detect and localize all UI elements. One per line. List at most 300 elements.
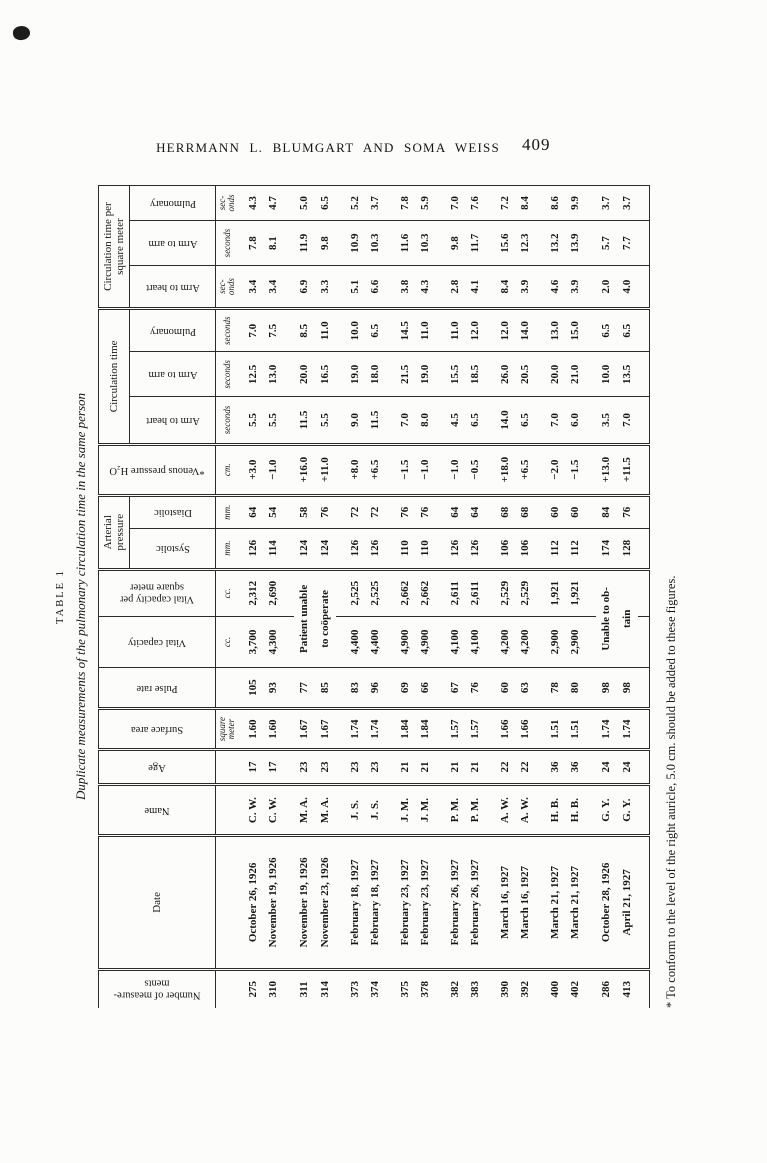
cell-dia: 72 (366, 495, 386, 528)
cell-date: March 16, 1927 (516, 836, 536, 969)
spacer-cell (436, 495, 446, 528)
spacer-cell (284, 784, 294, 835)
spacer-cell (386, 495, 396, 528)
cell-cta: 21.5 (396, 352, 416, 397)
cell-vc: 4,200 (516, 616, 536, 667)
measurement-row (446, 186, 466, 1009)
cell-cth: 5.5 (244, 397, 264, 444)
spacer-cell (586, 495, 596, 528)
cell-ma: 13.2 (546, 221, 566, 266)
cell-name: G. Y. (596, 784, 617, 835)
measurement-row (294, 186, 315, 1009)
spacer-cell (486, 352, 496, 397)
units-mh: sec- onds (216, 266, 239, 309)
cell-cta: 15.5 (446, 352, 466, 397)
spacer-cell (638, 528, 650, 569)
cell-venous: −1.0 (446, 444, 466, 495)
cell-ctp: 10.0 (346, 309, 366, 352)
cell-age: 23 (294, 750, 315, 785)
cell-date: February 26, 1927 (466, 836, 486, 969)
col-header-name: Name (99, 784, 216, 835)
cell-ma: 15.6 (496, 221, 516, 266)
cell-vc: 3,700 (244, 616, 264, 667)
cell-sys: 126 (446, 528, 466, 569)
table-body (239, 186, 650, 1009)
spacer-cell (638, 668, 650, 709)
cell-name: H. B. (546, 784, 566, 835)
spacer-cell (536, 221, 546, 266)
cell-ctp: 6.5 (596, 309, 617, 352)
col-header-vital-capacity-per-square-meter: Vital capacity per square meter (99, 569, 216, 616)
cell-sys: 126 (366, 528, 386, 569)
spacer-cell (386, 221, 396, 266)
spacer-cell (586, 221, 596, 266)
cell-surface: 1.57 (466, 709, 486, 750)
cell-mh: 3.3 (315, 266, 336, 309)
cell-age: 23 (346, 750, 366, 785)
cell-age: 22 (516, 750, 536, 785)
col-header-arm-to-heart: Arm to heart (130, 397, 216, 444)
spacer-cell (586, 750, 596, 785)
cell-no: 286 (599, 981, 612, 998)
cell-mp: 8.6 (546, 186, 566, 221)
spacer-cell (536, 186, 546, 221)
spacer-cell (486, 668, 496, 709)
cell-cta: 20.0 (294, 352, 315, 397)
units-vcpm: cc. (216, 569, 239, 616)
spacer-cell (486, 266, 496, 309)
measurement-row (516, 186, 536, 1009)
cell-venous: +16.0 (294, 444, 315, 495)
spacer-cell (436, 969, 446, 1008)
cell-vcpm: 2,529 (516, 569, 536, 616)
cell-vcpm: 2,525 (346, 569, 366, 616)
cell-mp: 3.7 (366, 186, 386, 221)
spacer-cell (386, 309, 396, 352)
cell-ctp: 11.0 (446, 309, 466, 352)
cell-no: 400 (549, 981, 561, 998)
cell-vc: 4,400 (366, 616, 386, 667)
spacer-cell (284, 309, 294, 352)
cell-no: 375 (399, 981, 411, 998)
cell-mh: 4.1 (466, 266, 486, 309)
spacer-cell (586, 616, 596, 667)
cell-date: February 18, 1927 (366, 836, 386, 969)
cell-no: 378 (419, 981, 431, 998)
cell-cta: 18.0 (366, 352, 386, 397)
spacer-cell (486, 969, 496, 1008)
cell-age: 21 (416, 750, 436, 785)
cell-name: J. S. (366, 784, 386, 835)
spacer-cell (638, 616, 650, 667)
cell-name: H. B. (566, 784, 586, 835)
spacer-cell (586, 186, 596, 221)
spacer-cell (486, 444, 496, 495)
cell-pulse: 60 (496, 668, 516, 709)
cell-mp: 3.7 (617, 186, 638, 221)
spacer-cell (586, 444, 596, 495)
cell-surface: 1.51 (546, 709, 566, 750)
spacer-cell (536, 266, 546, 309)
cell-ma: 8.1 (264, 221, 284, 266)
spacer-cell (336, 186, 346, 221)
spacer-cell (336, 668, 346, 709)
cell-vc: 2,900 (546, 616, 566, 667)
spacer-cell (586, 709, 596, 750)
spacer-cell (486, 221, 496, 266)
spacer-cell (436, 668, 446, 709)
spacer-cell (638, 750, 650, 785)
col-header-venous-pressure: *Venous pressure H₂O (99, 444, 216, 495)
cell-mp: 5.0 (294, 186, 315, 221)
units-ma: seconds (216, 221, 239, 266)
cell-venous: −1.0 (416, 444, 436, 495)
spacer-cell (284, 528, 294, 569)
units-name (216, 784, 239, 835)
cell-cta: 26.0 (496, 352, 516, 397)
cell-mh: 2.8 (446, 266, 466, 309)
spacer-cell (486, 397, 496, 444)
merged-note-cell: Unable to ob- tain (596, 569, 638, 667)
spacer-cell (436, 836, 446, 969)
measurement-row (546, 186, 566, 1009)
cell-date: November 19, 1926 (294, 836, 315, 969)
cell-vc: 2,900 (566, 616, 586, 667)
cell-pulse: 77 (294, 668, 315, 709)
measurement-row (396, 186, 416, 1009)
cell-ma: 9.8 (315, 221, 336, 266)
cell-surface: 1.66 (496, 709, 516, 750)
spacer-cell (586, 309, 596, 352)
col-header-arm-to-heart-per-m2: Arm to heart (130, 266, 216, 309)
spacer-cell (336, 750, 346, 785)
cell-dia: 68 (496, 495, 516, 528)
units-surface: square meter (216, 709, 239, 750)
cell-vcpm: 2,525 (366, 569, 386, 616)
spacer-cell (386, 750, 396, 785)
spacer-cell (486, 616, 496, 667)
spacer-cell (336, 616, 346, 667)
units-no (216, 969, 239, 1008)
spacer-cell (336, 969, 346, 1008)
units-vc: cc. (216, 616, 239, 667)
spacer-cell (386, 836, 396, 969)
cell-date: March 21, 1927 (566, 836, 586, 969)
cell-venous: −2.0 (546, 444, 566, 495)
spacer-cell (638, 836, 650, 969)
group-header-arterial-pressure: Arterial pressure (99, 495, 130, 569)
cell-dia: 60 (566, 495, 586, 528)
spacer-cell (336, 221, 346, 266)
spacer-cell (486, 569, 496, 616)
cell-dia: 76 (617, 495, 638, 528)
table-caption-block (55, 185, 89, 1008)
cell-date: February 23, 1927 (396, 836, 416, 969)
cell-date: April 21, 1927 (617, 836, 638, 969)
spacer-cell (586, 569, 596, 616)
spacer-cell (486, 186, 496, 221)
cell-cth: 5.5 (264, 397, 284, 444)
col-header-age: Age (99, 750, 216, 785)
cell-mp: 9.9 (566, 186, 586, 221)
spacer-cell (586, 397, 596, 444)
cell-mp: 4.7 (264, 186, 284, 221)
cell-name: J. M. (396, 784, 416, 835)
cell-age: 24 (617, 750, 638, 785)
cell-no: 390 (499, 981, 511, 998)
cell-dia: 76 (315, 495, 336, 528)
cell-mh: 6.6 (366, 266, 386, 309)
cell-name: G. Y. (617, 784, 638, 835)
cell-dia: 54 (264, 495, 284, 528)
cell-dia: 76 (416, 495, 436, 528)
cell-mh: 3.4 (244, 266, 264, 309)
spacer-cell (486, 836, 496, 969)
spacer-cell (436, 709, 446, 750)
col-header-arm-to-arm-per-m2: Arm to arm (130, 221, 216, 266)
cell-sys: 114 (264, 528, 284, 569)
cell-venous: +18.0 (496, 444, 516, 495)
spacer-cell (436, 221, 446, 266)
cell-name: J. M. (416, 784, 436, 835)
cell-name: C. W. (244, 784, 264, 835)
spacer-cell (536, 836, 546, 969)
cell-ma: 13.9 (566, 221, 586, 266)
spacer-cell (486, 309, 496, 352)
spacer-cell (536, 569, 546, 616)
spacer-cell (284, 569, 294, 616)
cell-ctp: 8.5 (294, 309, 315, 352)
spacer-cell (638, 266, 650, 309)
col-header-number-of-measurements: Number of measure- ments (113, 978, 201, 1001)
spacer-cell (436, 397, 446, 444)
cell-cth: 7.0 (396, 397, 416, 444)
cell-mp: 5.9 (416, 186, 436, 221)
spacer-cell (336, 397, 346, 444)
spacer-cell (638, 784, 650, 835)
cell-age: 36 (566, 750, 586, 785)
cell-vc: 4,900 (396, 616, 416, 667)
spacer-cell (386, 528, 396, 569)
col-header-vital-capacity: Vital capacity (99, 616, 216, 667)
cell-ma: 10.9 (346, 221, 366, 266)
spacer-cell (284, 266, 294, 309)
spacer-cell (284, 668, 294, 709)
cell-mp: 6.5 (315, 186, 336, 221)
cell-mh: 8.4 (496, 266, 516, 309)
cell-sys: 112 (546, 528, 566, 569)
cell-date: February 26, 1927 (446, 836, 466, 969)
cell-sys: 126 (244, 528, 264, 569)
cell-mp: 7.8 (396, 186, 416, 221)
spacer-cell (486, 750, 496, 785)
spacer-cell (336, 309, 346, 352)
units-mp: sec- onds (216, 186, 239, 221)
cell-cta: 13.0 (264, 352, 284, 397)
cell-date: March 21, 1927 (546, 836, 566, 969)
cell-name: P. M. (466, 784, 486, 835)
cell-ctp: 12.0 (496, 309, 516, 352)
cell-cta: 19.0 (346, 352, 366, 397)
spacer-cell (386, 569, 396, 616)
spacer-cell (486, 528, 496, 569)
cell-ma: 12.3 (516, 221, 536, 266)
cell-cth: 6.5 (466, 397, 486, 444)
cell-vc: 4,300 (264, 616, 284, 667)
cell-mp: 8.4 (516, 186, 536, 221)
cell-venous: −1.0 (264, 444, 284, 495)
cell-sys: 174 (596, 528, 617, 569)
spacer-cell (436, 528, 446, 569)
spacer-cell (436, 309, 446, 352)
cell-vcpm: 2,312 (244, 569, 264, 616)
spacer-cell (638, 309, 650, 352)
cell-venous: +8.0 (346, 444, 366, 495)
cell-date: November 19, 1926 (264, 836, 284, 969)
spacer-cell (536, 969, 546, 1008)
cell-venous: +6.5 (516, 444, 536, 495)
cell-no: 311 (297, 981, 310, 998)
cell-mp: 4.3 (244, 186, 264, 221)
cell-cta: 18.5 (466, 352, 486, 397)
spacer-cell (536, 397, 546, 444)
cell-sys: 126 (466, 528, 486, 569)
cell-no: 402 (569, 981, 581, 998)
spacer-cell (586, 969, 596, 1008)
spacer-cell (536, 616, 546, 667)
cell-sys: 124 (315, 528, 336, 569)
running-head: HERRMANN L. BLUMGART AND SOMA WEISS (156, 140, 500, 155)
cell-vcpm: 2,529 (496, 569, 516, 616)
cell-cth: 11.5 (294, 397, 315, 444)
cell-cth: 9.0 (346, 397, 366, 444)
rotated-table-block (55, 185, 678, 1008)
cell-name: C. W. (264, 784, 284, 835)
measurement-row (496, 186, 516, 1009)
cell-pulse: 98 (596, 668, 617, 709)
cell-cta: 19.0 (416, 352, 436, 397)
spacer-cell (336, 836, 346, 969)
measurement-row (466, 186, 486, 1009)
cell-vcpm: 2,690 (264, 569, 284, 616)
cell-surface: 1.60 (264, 709, 284, 750)
spacer-cell (386, 668, 396, 709)
cell-no: 373 (349, 981, 361, 998)
col-header-pulmonary-per-m2: Pulmonary (130, 186, 216, 221)
merged-note-cell: Patient unable to coöperate (294, 569, 336, 667)
spacer-cell (536, 528, 546, 569)
cell-pulse: 98 (617, 668, 638, 709)
cell-name: M. A. (294, 784, 315, 835)
cell-no: 374 (369, 981, 381, 998)
cell-sys: 106 (496, 528, 516, 569)
spacer-cell (436, 444, 446, 495)
units-sys: mm. (216, 528, 239, 569)
spacer-cell (284, 352, 294, 397)
cell-ctp: 15.0 (566, 309, 586, 352)
spacer-cell (284, 221, 294, 266)
cell-name: A. W. (516, 784, 536, 835)
cell-cth: 7.0 (546, 397, 566, 444)
col-header-systolic: Systolic (130, 528, 216, 569)
spacer-cell (436, 266, 446, 309)
cell-vc: 4,100 (466, 616, 486, 667)
units-dia: mm. (216, 495, 239, 528)
spacer-cell (638, 352, 650, 397)
cell-age: 36 (546, 750, 566, 785)
cell-mp: 7.0 (446, 186, 466, 221)
spacer-cell (638, 397, 650, 444)
cell-no: 413 (620, 981, 633, 998)
spacer-cell (386, 186, 396, 221)
measurement-row (596, 186, 617, 1009)
spacer-cell (336, 444, 346, 495)
spacer-cell (336, 709, 346, 750)
cell-cth: 6.5 (516, 397, 536, 444)
cell-vc: 4,100 (446, 616, 466, 667)
cell-cth: 11.5 (366, 397, 386, 444)
spacer-cell (536, 784, 546, 835)
cell-venous: +3.0 (244, 444, 264, 495)
spacer-cell (284, 397, 294, 444)
spacer-cell (386, 969, 396, 1008)
cell-ctp: 12.0 (466, 309, 486, 352)
cell-age: 21 (446, 750, 466, 785)
spacer-cell (336, 528, 346, 569)
cell-mh: 4.6 (546, 266, 566, 309)
spacer-cell (536, 709, 546, 750)
spacer-cell (386, 709, 396, 750)
cell-ctp: 14.0 (516, 309, 536, 352)
cell-dia: 72 (346, 495, 366, 528)
cell-ma: 9.8 (446, 221, 466, 266)
measurement-row (244, 186, 264, 1009)
cell-mh: 5.1 (346, 266, 366, 309)
cell-surface: 1.84 (416, 709, 436, 750)
cell-dia: 68 (516, 495, 536, 528)
spacer-cell (284, 750, 294, 785)
spacer-cell (284, 836, 294, 969)
cell-mp: 7.2 (496, 186, 516, 221)
cell-pulse: 66 (416, 668, 436, 709)
cell-pulse: 69 (396, 668, 416, 709)
spacer-cell (586, 784, 596, 835)
measurement-row (416, 186, 436, 1009)
spacer-cell (536, 352, 546, 397)
spacer-cell (486, 784, 496, 835)
cell-ma: 10.3 (366, 221, 386, 266)
cell-date: March 16, 1927 (496, 836, 516, 969)
spacer-cell (638, 969, 650, 1008)
cell-dia: 84 (596, 495, 617, 528)
cell-cta: 16.5 (315, 352, 336, 397)
cell-sys: 128 (617, 528, 638, 569)
spacer-cell (386, 784, 396, 835)
cell-ctp: 6.5 (617, 309, 638, 352)
cell-venous: +6.5 (366, 444, 386, 495)
cell-pulse: 78 (546, 668, 566, 709)
units-pulse (216, 668, 239, 709)
cell-age: 21 (396, 750, 416, 785)
cell-vcpm: 2,662 (416, 569, 436, 616)
cell-pulse: 85 (315, 668, 336, 709)
cell-cth: 3.5 (596, 397, 617, 444)
cell-age: 23 (315, 750, 336, 785)
cell-venous: +11.5 (617, 444, 638, 495)
cell-age: 24 (596, 750, 617, 785)
cell-sys: 112 (566, 528, 586, 569)
measurement-row (566, 186, 586, 1009)
